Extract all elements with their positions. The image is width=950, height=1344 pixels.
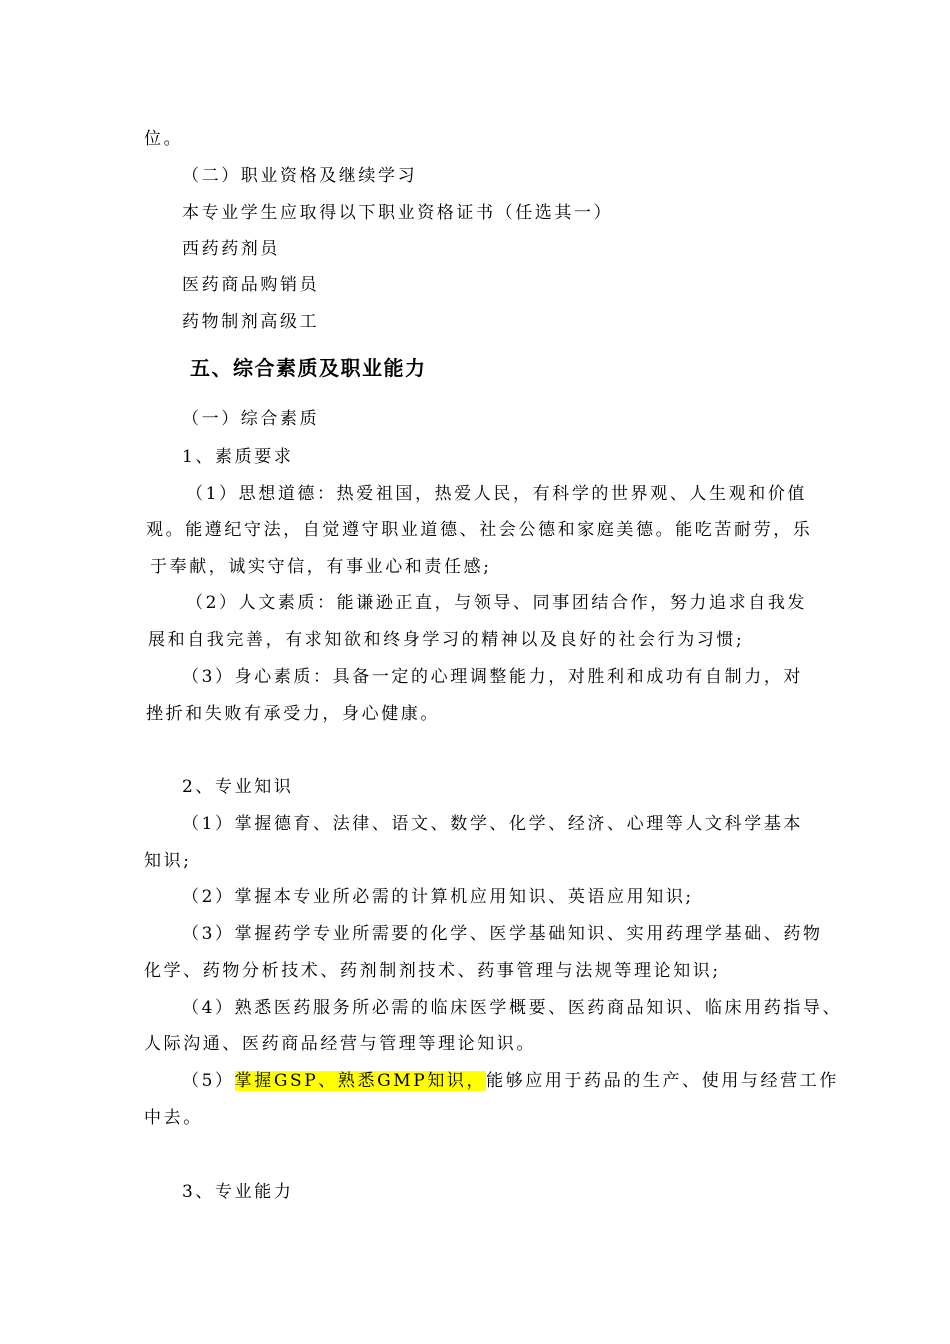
list-item-certificate: 药物制剂高级工 <box>182 312 320 332</box>
paragraph-line: （3）身心素质：具备一定的心理调整能力，对胜利和成功有自制力，对 <box>182 667 804 687</box>
item-title-quality-requirements: 1、素质要求 <box>182 447 294 467</box>
plain-text: 能够应用于药品的生产、使用与经营工作 <box>486 1071 839 1091</box>
item-number: （5） <box>182 1071 235 1091</box>
section-heading-five: 五、综合素质及职业能力 <box>190 356 427 380</box>
paragraph-line: 中去。 <box>144 1108 203 1128</box>
subsection-title-qualifications: （二）职业资格及继续学习 <box>182 166 418 186</box>
subsection-title-overall-quality: （一）综合素质 <box>182 409 320 429</box>
item-title-professional-ability: 3、专业能力 <box>182 1182 294 1202</box>
paragraph-line: 观。能遵纪守法，自觉遵守职业道德、社会公德和家庭美德。能吃苦耐劳，乐 <box>146 520 813 540</box>
paragraph-line: （2）人文素质：能谦逊正直，与领导、同事团结合作，努力追求自我发 <box>186 593 808 613</box>
paragraph-line: （4）熟悉医药服务所必需的临床医学概要、医药商品知识、临床用药指导、 <box>182 998 843 1018</box>
paragraph-certificates-intro: 本专业学生应取得以下职业资格证书（任选其一） <box>182 203 614 223</box>
paragraph-line-highlighted <box>182 1070 839 1092</box>
paragraph-line: （3）掌握药学专业所需要的化学、医学基础知识、实用药理学基础、药物 <box>182 924 823 944</box>
list-item-certificate: 医药商品购销员 <box>182 275 320 295</box>
paragraph-line: 于奉献，诚实守信，有事业心和责任感; <box>150 557 492 577</box>
highlighted-text: 掌握GSP、熟悉GMP知识， <box>234 1071 487 1091</box>
paragraph-line: 化学、药物分析技术、药剂制剂技术、药事管理与法规等理论知识; <box>144 961 721 981</box>
paragraph-line: （2）掌握本专业所必需的计算机应用知识、英语应用知识; <box>182 887 694 907</box>
item-title-professional-knowledge: 2、专业知识 <box>182 777 294 797</box>
text-line-continuation: 位。 <box>144 129 184 149</box>
paragraph-line: 知识; <box>144 851 192 871</box>
paragraph-line: 人际沟通、医药商品经营与管理等理论知识。 <box>144 1034 536 1054</box>
paragraph-line: （1）思想道德：热爱祖国，热爱人民，有科学的世界观、人生观和价值 <box>186 484 808 504</box>
paragraph-line: （1）掌握德育、法律、语文、数学、化学、经济、心理等人文科学基本 <box>182 814 804 834</box>
paragraph-line: 展和自我完善，有求知欲和终身学习的精神以及良好的社会行为习惯; <box>148 630 745 650</box>
list-item-certificate: 西药药剂员 <box>182 239 280 259</box>
paragraph-line: 挫折和失败有承受力，身心健康。 <box>146 704 440 724</box>
